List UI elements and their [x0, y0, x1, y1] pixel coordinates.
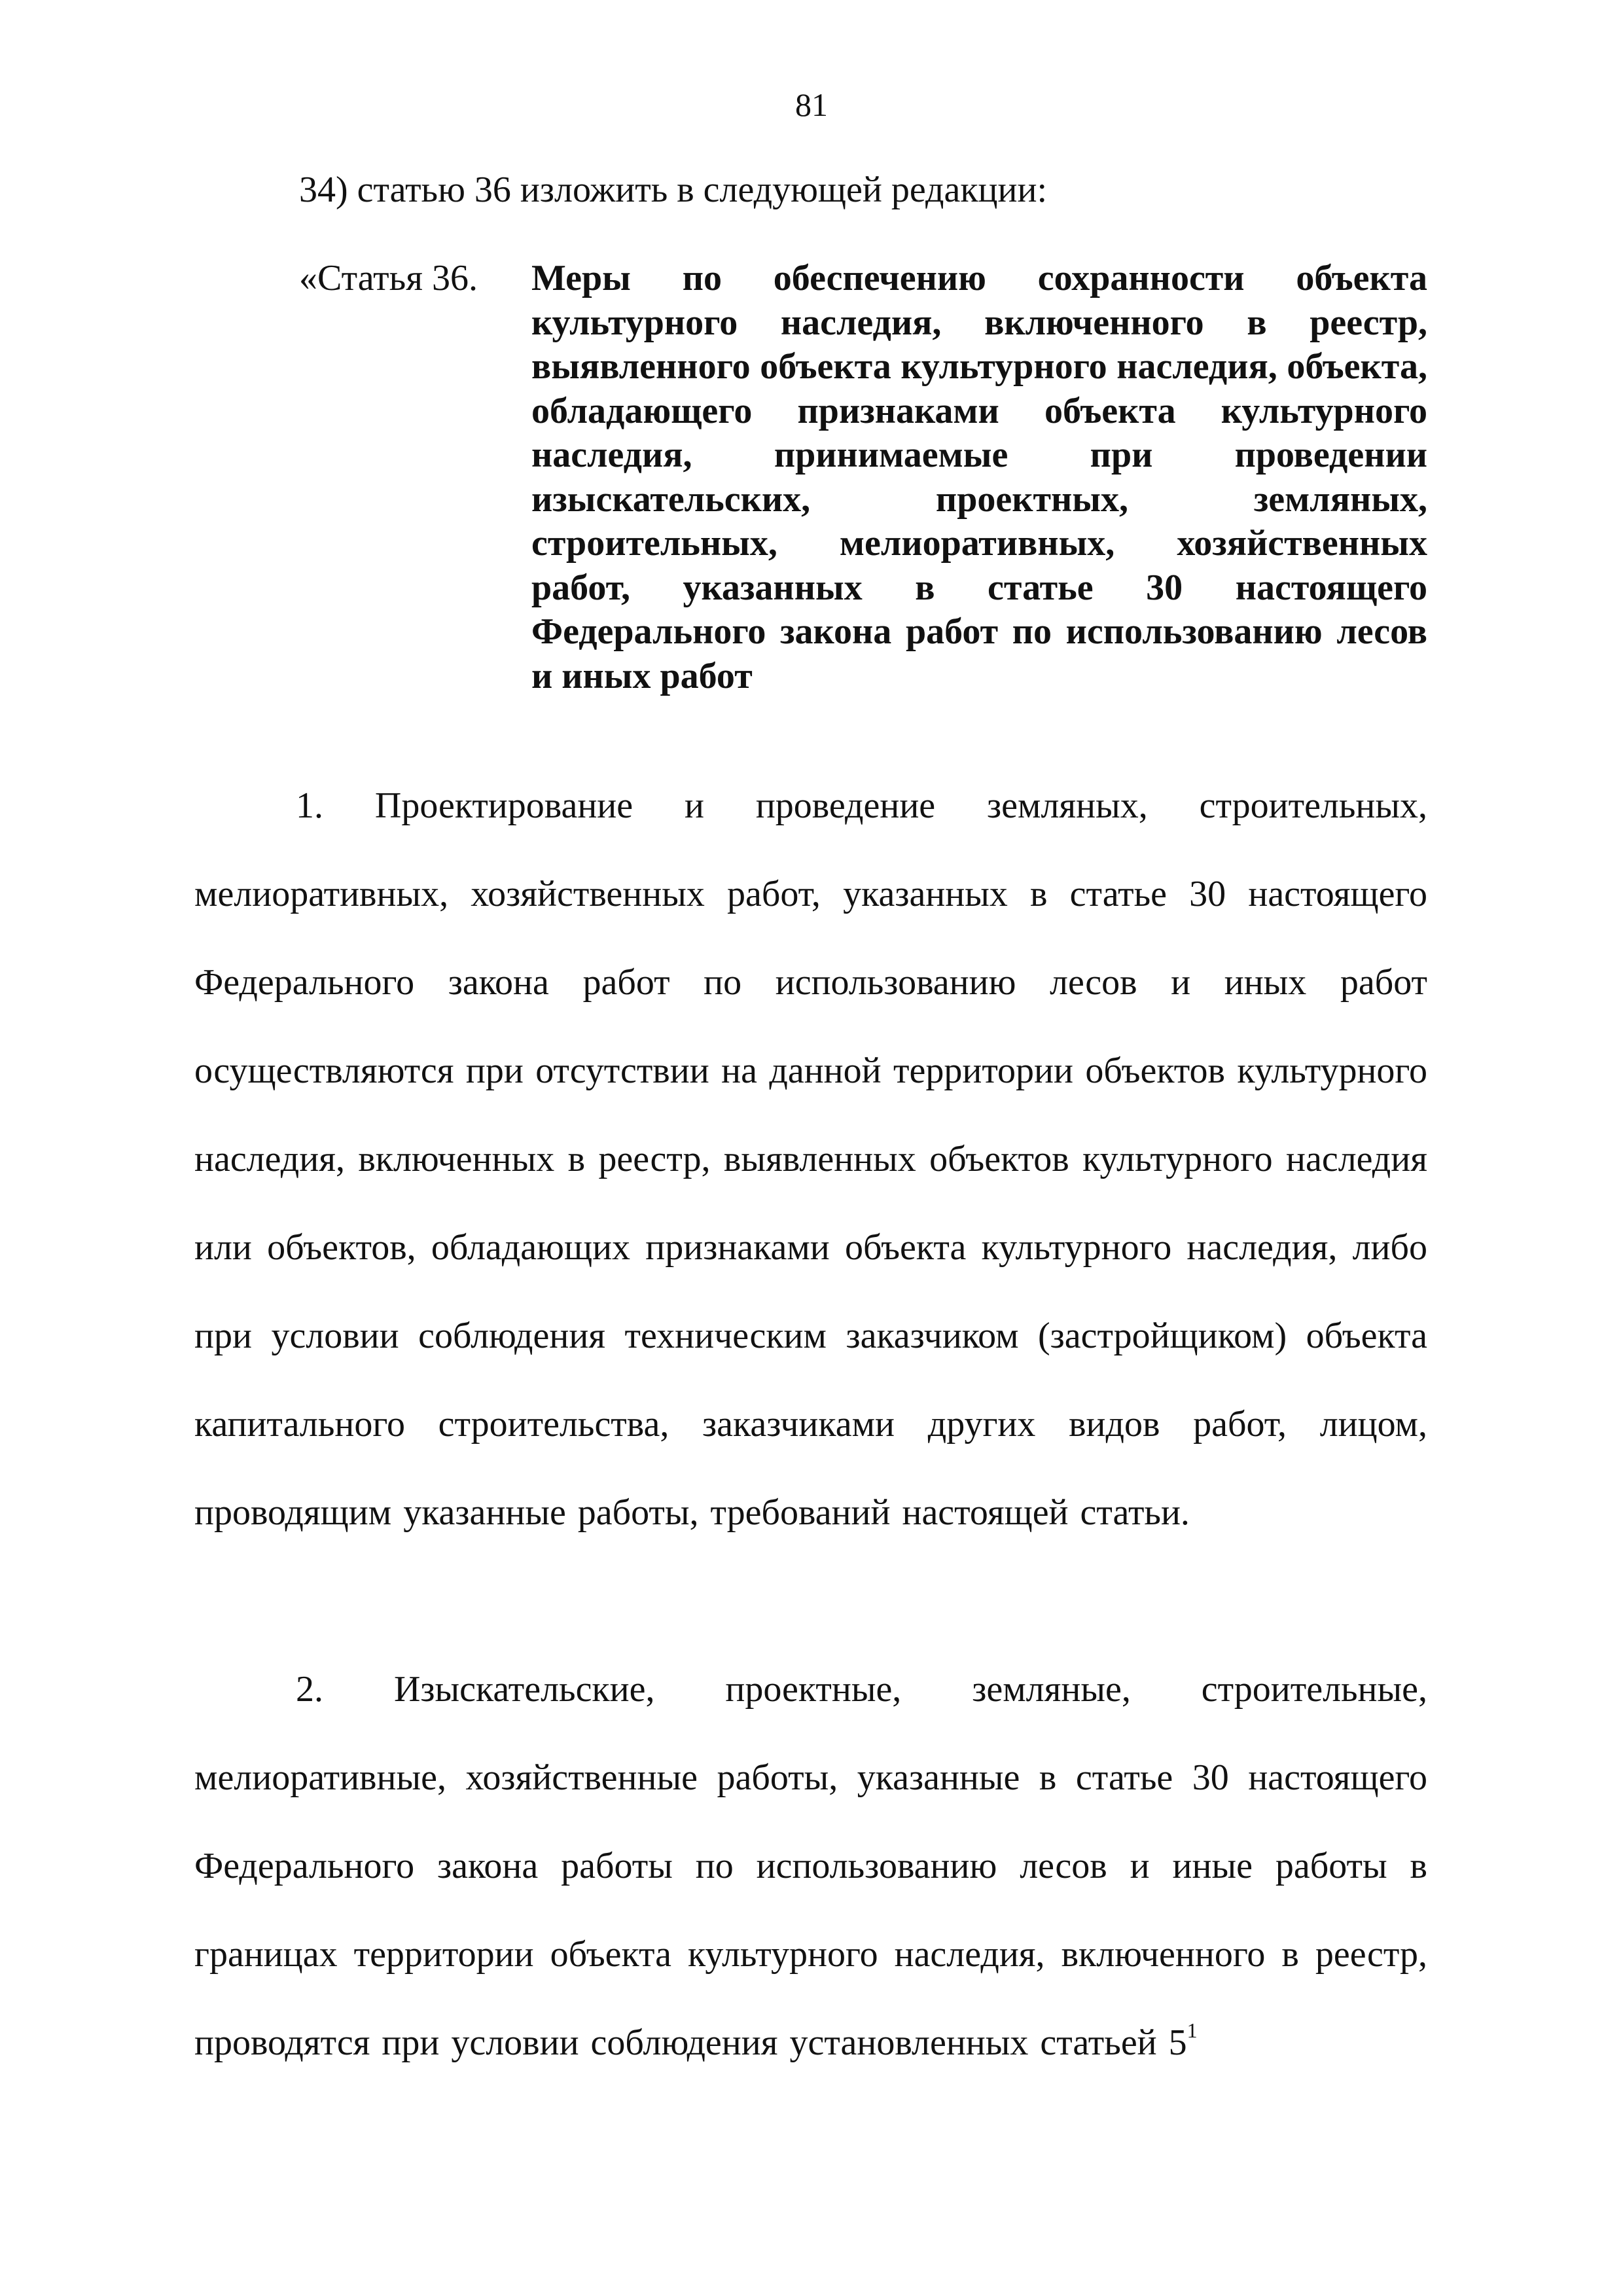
article-label: «Статья 36.: [299, 258, 478, 298]
paragraph-2-superscript: 1: [1186, 2018, 1198, 2042]
paragraph-2-text: Изыскательские, проектные, земляные, строительные, мелиоративные, хозяйственные работы, указанные в статье 30 настоящего Федерального закона работы по использованию лесов и иные работы в границах территории объекта культурного наследия, включенного в реестр, проводятся при условии соблюдения установленных статьей 5: [194, 1669, 1428, 2063]
paragraph-1: [194, 762, 1427, 1557]
paragraph-1-number: 1.: [296, 785, 323, 826]
amendment-intro: 34) статью 36 изложить в следующей редакции:: [299, 170, 1047, 210]
page-number: 81: [795, 86, 828, 123]
paragraph-2: [194, 1645, 1427, 2087]
paragraph-2-number: 2.: [296, 1669, 323, 1710]
article-title: Меры по обеспечению сохранности объекта культурного наследия, включенного в реестр, выявленного объекта культурного наследия, объекта, обладающего признаками объекта культурного наследия, принимаемые при проведении изыскательских, проектных, земляных, строительных, мелиоративных, хозяйственных работ, указанных в статье 30 настоящего Федерального закона работ по использованию лесов и иных работ: [531, 258, 1427, 696]
paragraph-1-text: Проектирование и проведение земляных, строительных, мелиоративных, хозяйственных работ, указанных в статье 30 настоящего Федерального закона работ по использованию лесов и иных работ осуществляются при отсутствии на данной территории объектов культурного наследия, включенных в реестр, выявленных объектов культурного наследия или объектов, обладающих признаками объекта культурного наследия, либо при условии соблюдения техническим заказчиком (застройщиком) объекта капитального строительства, заказчиками других видов работ, лицом, проводящим указанные работы, требований настоящей статьи.: [194, 785, 1427, 1533]
